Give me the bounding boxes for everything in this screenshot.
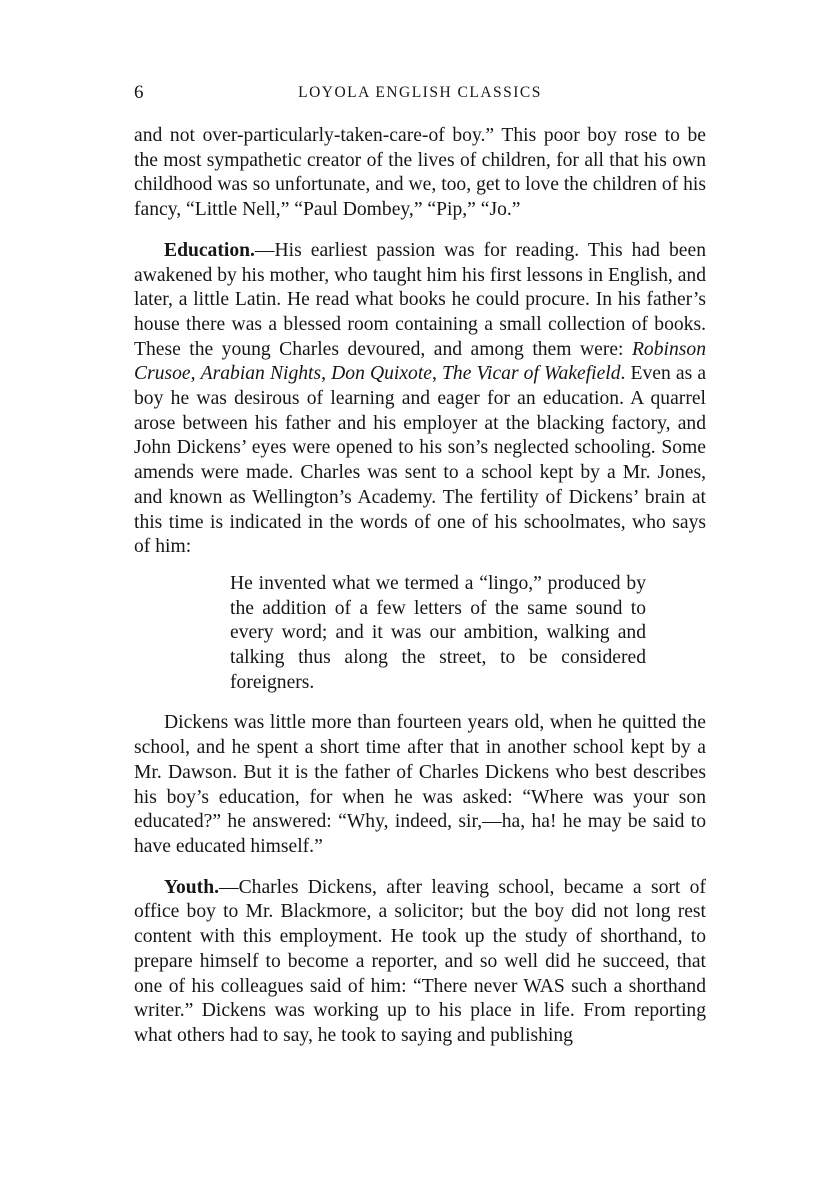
youth-text: —Charles Dickens, after leaving school, became a sort of office boy to Mr. Blackmore, a solicitor; but the boy did not long rest content with this employment. He took up the study of shorthand, to prepare himself to become a reporter, and so well did he succeed, that one of his colleagues said of him: “There never WAS such a shorthand writer.” Dickens was working up to his place in life. From reporting what others had to say, he took to saying and publishing [134, 876, 706, 1046]
block-quote: He invented what we termed a “lingo,” produced by the addition of a few letters of the same sound to every word; and it was our ambition, walking and talking thus along the street, to be considered foreigners. [230, 572, 646, 693]
book-title-arabian-nights: Arabian Nights [200, 363, 322, 385]
education-text-part1: —His earliest passion was for reading. This had been awakened by his mother, who taught him his first lessons in English, and later, a little Latin. He read what books he could procure. In his father’s house there was a blessed room containing a small collection of books. These the young Charles devoured, and among them were: [134, 239, 706, 360]
page-number: 6 [134, 82, 144, 103]
running-title: LOYOLA ENGLISH CLASSICS [298, 84, 542, 101]
paragraph-education [134, 239, 706, 560]
book-title-vicar-of-wakefield: The Vicar of Wakefield [442, 363, 621, 385]
paragraph-dickens-schooling: Dickens was little more than fourteen years old, when he quitted the school, and he spent a short time after that in another school kept by a Mr. Dawson. But it is the father of Charles Dickens who best describes his boy’s education, for when he was asked: “Where was your son educated?” he answered: “Why, indeed, sir,—ha, ha! he may be said to have educated himself.” [134, 712, 706, 857]
book-separator: , [190, 363, 201, 385]
body-text [134, 124, 706, 1049]
page-header [134, 82, 706, 106]
paragraph-youth [134, 876, 706, 1049]
book-separator: , [432, 363, 442, 385]
education-text-part2: . Even as a boy he was desirous of learning and eager for an education. A quarrel arose between his father and his employer at the blacking factory, and John Dickens’ eyes were opened to his son’s neglected schooling. Some amends were made. Charles was sent to a school kept by a Mr. Jones, and known as Wellington’s Academy. The fertility of Dickens’ brain at this time is indicated in the words of one of his schoolmates, who says of him: [134, 363, 707, 558]
book-title-robinson-crusoe: Robinson Crusoe [134, 338, 706, 385]
book-separator: , [321, 363, 332, 385]
section-heading-education: Education. [164, 239, 255, 261]
section-heading-youth: Youth. [164, 876, 219, 898]
book-title-don-quixote: Don Quixote [331, 363, 432, 385]
paragraph-continuation: and not over-particularly-taken-care-of boy.” This poor boy rose to be the most sympathetic creator of the lives of children, for all that his own childhood was so unfortunate, and we, too, get to love the children of his fancy, “Little Nell,” “Paul Dombey,” “Pip,” “Jo.” [134, 125, 706, 221]
